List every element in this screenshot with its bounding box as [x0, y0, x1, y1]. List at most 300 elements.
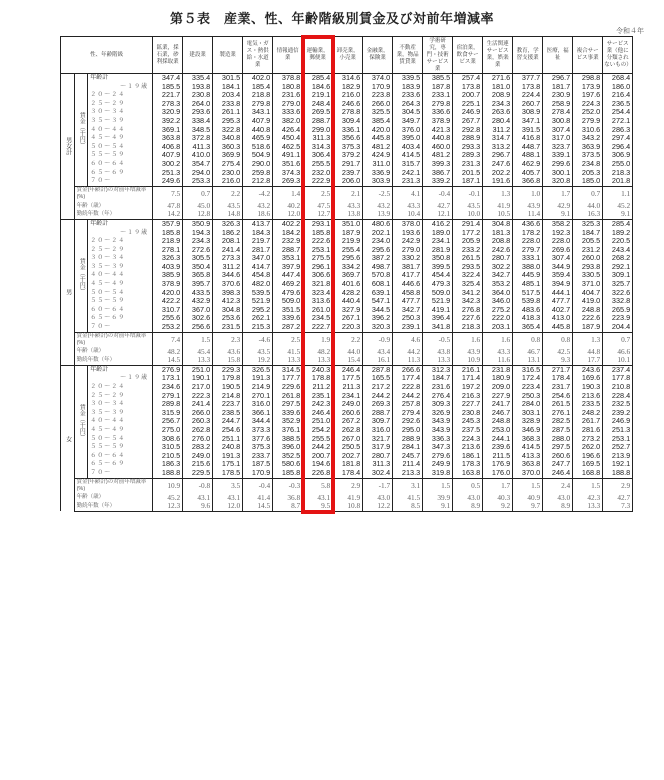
wage-cell: 346.9	[513, 426, 543, 435]
wage-cell: 288.7	[303, 117, 333, 126]
wage-cell: 547.1	[363, 297, 393, 306]
wage-cell: 354.7	[183, 160, 213, 169]
wage-cell: 228.0	[543, 237, 573, 246]
wage-cell: 273.2	[573, 435, 603, 444]
wage-cell: 264.0	[183, 100, 213, 109]
age-group-label: ３０～３４	[90, 255, 126, 262]
wage-cell: 229.6	[273, 383, 303, 392]
wage-cell: 297.4	[603, 134, 633, 143]
wage-cell: 306.4	[303, 151, 333, 160]
wage-cell: 266.0	[183, 409, 213, 418]
wage-cell: 302.6	[183, 314, 213, 323]
wage-cell: 414.5	[393, 151, 423, 160]
wage-cell: 366.8	[513, 177, 543, 186]
table-row	[61, 323, 633, 332]
wage-cell: 336.1	[333, 126, 363, 135]
wage-cell: 227.6	[453, 314, 483, 323]
wage-cell: 297.5	[273, 400, 303, 409]
wage-cell: 187.5	[243, 460, 273, 469]
wage-cell: 373.3	[243, 426, 273, 435]
wage-cell: 219.9	[333, 237, 363, 246]
avg-tenure-label: 勤続年数（年）	[74, 210, 153, 219]
change-rate-cell: 1.4	[273, 186, 303, 202]
wage-cell: 300.1	[543, 169, 573, 178]
wage-cell: 350.8	[423, 254, 453, 263]
wage-cell: 402.7	[543, 306, 573, 315]
wage-cell: 181.0	[483, 83, 513, 92]
wage-cell: 539.8	[513, 297, 543, 306]
wage-cell: 211.3	[333, 383, 363, 392]
wage-cell: 170.9	[243, 469, 273, 478]
wage-cell: 369.1	[153, 126, 183, 135]
wage-cell: 278.3	[153, 100, 183, 109]
wage-cell: 239.1	[393, 323, 423, 332]
avg-tenure-cell: 9.1	[603, 210, 633, 219]
wage-cell: 360.3	[213, 143, 243, 152]
avg-tenure-cell: 11.4	[513, 210, 543, 219]
wage-cell: 517.5	[513, 289, 543, 298]
wage-cell: 270.1	[243, 392, 273, 401]
wage-cell: 303.1	[513, 409, 543, 418]
wage-cell: 342.3	[453, 297, 483, 306]
wage-cell: 339.5	[393, 74, 423, 83]
wage-cell: 454.8	[243, 271, 273, 280]
wage-cell: 192.3	[543, 229, 573, 238]
wage-cell: 518.6	[243, 143, 273, 152]
age-group-label: ５５～５９	[90, 444, 126, 451]
wage-cell: 234.6	[153, 383, 183, 392]
wage-cell: 385.9	[153, 271, 183, 280]
wage-cell: 271.7	[543, 365, 573, 374]
wage-cell: 311.3	[363, 460, 393, 469]
wage-cell: 440.4	[333, 297, 363, 306]
wage-cell: 182.9	[333, 83, 363, 92]
wage-cell: 243.4	[603, 246, 633, 255]
wage-cell: 448.7	[513, 143, 543, 152]
wage-cell: 359.4	[543, 271, 573, 280]
wage-cell: 278.1	[153, 246, 183, 255]
wage-cell: 177.5	[333, 374, 363, 383]
wage-cell: 315.9	[153, 409, 183, 418]
wage-cell: 414.7	[243, 263, 273, 272]
age-group-label: ４０～４４	[90, 418, 126, 425]
avg-age-label: 年齢（歳）	[74, 348, 153, 357]
wage-cell: 254.4	[603, 108, 633, 117]
wage-cell: 249.6	[153, 177, 183, 186]
wage-cell: 358.2	[543, 219, 573, 228]
wage-cell: 447.4	[273, 271, 303, 280]
wage-cell: 211.5	[483, 452, 513, 461]
industry-header-0: 鉱業，採石業，砂利採取業	[153, 37, 183, 74]
wage-cell: 233.2	[453, 246, 483, 255]
wage-cell: 215.6	[183, 460, 213, 469]
avg-age-cell: 46.6	[603, 348, 633, 357]
wage-cell: 280.4	[483, 117, 513, 126]
avg-age-cell: 43.5	[243, 348, 273, 357]
age-group-label: ２０～２４	[90, 238, 126, 245]
wage-cell: 178.3	[453, 460, 483, 469]
age-group-label: ５５～５９	[90, 152, 126, 159]
wage-cell: 253.1	[303, 246, 333, 255]
wage-cell: 372.8	[183, 134, 213, 143]
wage-cell: 313.2	[483, 143, 513, 152]
wage-cell: 335.4	[183, 74, 213, 83]
wage-cell: 325.4	[453, 280, 483, 289]
avg-tenure-cell: 7.3	[603, 502, 633, 511]
industry-header-4: 情報通信業	[273, 37, 303, 74]
avg-tenure-cell: 12.3	[153, 502, 183, 511]
wage-cell: 177.2	[453, 229, 483, 238]
wage-cell: 189.0	[423, 229, 453, 238]
wage-cell: 316.5	[513, 365, 543, 374]
wage-cell: 343.2	[573, 134, 603, 143]
wage-cell: 231.6	[423, 383, 453, 392]
avg-tenure-cell: 9.7	[513, 502, 543, 511]
wage-cell: 261.1	[213, 108, 243, 117]
table-row	[61, 177, 633, 186]
wage-cell: 311.0	[363, 160, 393, 169]
wage-cell: 539.5	[243, 289, 273, 298]
change-rate-cell: 2.4	[543, 478, 573, 494]
wage-cell: 327.9	[333, 306, 363, 315]
wage-cell: 330.5	[573, 271, 603, 280]
wage-cell: 291.7	[333, 160, 363, 169]
wage-cell: 185.8	[303, 229, 333, 238]
wage-cell: 352.9	[273, 417, 303, 426]
wage-cell: 255.0	[603, 160, 633, 169]
avg-age-cell: 43.9	[513, 202, 543, 211]
wage-cell: 234.0	[363, 237, 393, 246]
avg-tenure-cell: 15.8	[213, 356, 243, 365]
wage-cell: 378.9	[153, 280, 183, 289]
wage-cell: 245.3	[453, 417, 483, 426]
wage-cell: 168.8	[573, 469, 603, 478]
wage-cell: 170.9	[363, 83, 393, 92]
wage-cell: 238.5	[213, 409, 243, 418]
wage-cell: 395.7	[183, 280, 213, 289]
wage-cell: 254.6	[213, 426, 243, 435]
avg-tenure-cell: 13.3	[423, 356, 453, 365]
wage-cell: 205.5	[573, 237, 603, 246]
age-group-label: ～１９歳	[120, 83, 149, 90]
age-group-label: ～１９歳	[120, 229, 149, 236]
change-rate-cell: 4.6	[393, 332, 423, 348]
wage-cell: 414.5	[513, 443, 543, 452]
avg-tenure-cell: 15.4	[333, 356, 363, 365]
wage-cell: 211.4	[393, 460, 423, 469]
industry-header-6: 卸売業，小売業	[333, 37, 363, 74]
change-rate-cell: 2.9	[333, 478, 363, 494]
avg-age-cell: 43.9	[453, 348, 483, 357]
industry-header-1: 建設業	[183, 37, 213, 74]
avg-tenure-cell: 10.4	[393, 210, 423, 219]
wage-cell: 281.7	[243, 246, 273, 255]
avg-tenure-label: 勤続年数（年）	[74, 502, 153, 511]
wage-cell: 275.0	[153, 426, 183, 435]
wage-cell: 386.7	[423, 169, 453, 178]
wage-cell: 279.6	[423, 452, 453, 461]
wage-cell: 261.7	[573, 417, 603, 426]
wage-cell: 351.6	[273, 160, 303, 169]
wage-cell: 275.4	[213, 160, 243, 169]
wage-cell: 481.2	[363, 143, 393, 152]
wage-cell: 410.0	[183, 151, 213, 160]
change-rate-cell: 0.7	[183, 186, 213, 202]
wage-cell: 234.8	[573, 160, 603, 169]
wage-cell: 296.7	[483, 151, 513, 160]
wage-cell: 234.1	[333, 392, 363, 401]
industry-header-13: 医療，福祉	[543, 37, 573, 74]
wage-cell: 276.9	[153, 365, 183, 374]
wage-cell: 357.9	[153, 219, 183, 228]
wage-cell: 180.9	[483, 374, 513, 383]
wage-cell: 194.3	[183, 229, 213, 238]
wage-cell: 376.0	[393, 126, 423, 135]
wage-cell: 209.0	[483, 383, 513, 392]
wage-cell: 184.7	[423, 374, 453, 383]
avg-age-cell: 43.0	[453, 494, 483, 503]
wage-cell: 350.4	[183, 263, 213, 272]
avg-tenure-cell: 8.7	[273, 502, 303, 511]
wage-cell: 365.4	[513, 323, 543, 332]
avg-tenure-cell: 13.3	[303, 356, 333, 365]
wage-cell: 509.0	[423, 289, 453, 298]
wage-cell: 244.7	[213, 417, 243, 426]
wage-cell: 275.5	[303, 254, 333, 263]
wage-cell: 399.3	[423, 160, 453, 169]
wage-cell: 273.3	[213, 254, 243, 263]
wage-cell: 282.5	[543, 417, 573, 426]
wage-cell: 288.7	[273, 246, 303, 255]
avg-tenure-cell: 8.9	[453, 502, 483, 511]
avg-age-cell: 45.4	[183, 348, 213, 357]
wage-cell: 376.1	[273, 426, 303, 435]
wage-cell: 216.0	[213, 177, 243, 186]
wage-cell: 261.0	[303, 306, 333, 315]
wage-cell: 479.6	[273, 289, 303, 298]
wage-cell: 279.8	[423, 100, 453, 109]
wage-cell: 177.8	[603, 374, 633, 383]
wage-cell: 266.6	[393, 365, 423, 374]
wage-cell: 293.1	[303, 219, 333, 228]
wage-cell: 262.0	[573, 443, 603, 452]
wage-cell: 286.3	[603, 126, 633, 135]
avg-age-cell: 41.9	[333, 494, 363, 503]
wage-cell: 403.9	[153, 263, 183, 272]
wage-cell: 279.7	[513, 246, 543, 255]
avg-tenure-cell: 14.2	[153, 210, 183, 219]
wage-cell: 231.2	[573, 246, 603, 255]
wage-cell: 253.3	[183, 177, 213, 186]
wage-cell: 385.5	[423, 74, 453, 83]
wage-cell: 178.4	[333, 469, 363, 478]
avg-age-cell: 43.3	[393, 202, 423, 211]
wage-cell: 179.8	[213, 374, 243, 383]
wage-cell: 266.0	[363, 100, 393, 109]
wage-cell: 231.6	[273, 91, 303, 100]
wage-cell: 424.9	[363, 151, 393, 160]
wage-cell: 308.9	[513, 108, 543, 117]
avg-age-cell: 43.4	[363, 348, 393, 357]
wage-cell: 210.8	[603, 383, 633, 392]
wage-cell: 363.9	[573, 143, 603, 152]
wage-cell: 269.5	[303, 108, 333, 117]
wage-cell: 309.1	[603, 271, 633, 280]
wage-cell: 396.0	[273, 443, 303, 452]
wage-cell: 278.8	[333, 108, 363, 117]
wage-cell: 311.3	[303, 134, 333, 143]
wage-cell: 248.4	[303, 100, 333, 109]
wage-cell: 246.9	[603, 417, 633, 426]
avg-tenure-cell: 9.3	[543, 356, 573, 365]
wage-cell: 187.9	[573, 323, 603, 332]
wage-cell: 279.0	[393, 246, 423, 255]
change-rate-cell: 1.6	[453, 332, 483, 348]
wage-cell: 233.1	[423, 91, 453, 100]
wage-cell: 344.9	[543, 263, 573, 272]
avg-age-cell: 43.3	[333, 202, 363, 211]
wage-cell: 275.2	[483, 306, 513, 315]
wage-cell: 173.8	[513, 83, 543, 92]
change-rate-cell: 1.1	[603, 186, 633, 202]
avg-age-cell: 42.7	[603, 494, 633, 503]
industry-header-14: 複合サービス事業	[573, 37, 603, 74]
wage-cell: 326.9	[423, 409, 453, 418]
wage-cell: 339.6	[273, 314, 303, 323]
age-group-label: ６５～６９	[90, 461, 126, 468]
wage-cell: 219.1	[303, 91, 333, 100]
avg-tenure-cell: 13.3	[573, 502, 603, 511]
wage-cell: 418.3	[513, 314, 543, 323]
avg-tenure-cell: 18.6	[243, 210, 273, 219]
wage-cell: 367.0	[183, 306, 213, 315]
change-rate-cell: 5.8	[303, 478, 333, 494]
wage-cell: 256.7	[153, 417, 183, 426]
wage-cell: 304.8	[213, 306, 243, 315]
wage-cell: 191.3	[243, 374, 273, 383]
avg-age-cell: 47.8	[153, 202, 183, 211]
wage-cell: 253.1	[603, 435, 633, 444]
wage-cell: 333.6	[273, 108, 303, 117]
wage-cell: 399.5	[423, 263, 453, 272]
wage-cell: 254.2	[303, 426, 333, 435]
wage-cell: 251.3	[603, 426, 633, 435]
change-rate-cell: -0.8	[183, 478, 213, 494]
wage-cell: 419.0	[573, 297, 603, 306]
wage-cell: 184.1	[213, 83, 243, 92]
wage-cell: 227.9	[483, 392, 513, 401]
wage-cell: 227.7	[453, 400, 483, 409]
wage-cell: 301.5	[213, 74, 243, 83]
wage-cell: 231.3	[453, 160, 483, 169]
change-rate-cell: 7.4	[153, 332, 183, 348]
wage-cell: 190.1	[183, 374, 213, 383]
wage-cell: 411.3	[183, 143, 213, 152]
wage-cell: 311.2	[213, 263, 243, 272]
change-rate-cell: -0.5	[423, 332, 453, 348]
wage-cell: 349.7	[393, 117, 423, 126]
wage-cell: 292.1	[603, 263, 633, 272]
wage-cell: 481.2	[423, 151, 453, 160]
avg-age-cell: 44.0	[573, 202, 603, 211]
wage-cell: 491.1	[273, 151, 303, 160]
wage-cell: 186.0	[603, 83, 633, 92]
avg-age-cell: 43.3	[483, 348, 513, 357]
avg-tenure-cell: 12.1	[423, 210, 453, 219]
avg-age-cell: 45.2	[603, 202, 633, 211]
avg-tenure-cell: 11.6	[483, 356, 513, 365]
table-header-row	[61, 37, 633, 74]
wage-cell: 242.1	[393, 169, 423, 178]
wage-cell: 321.8	[303, 280, 333, 289]
avg-tenure-cell: 14.5	[153, 356, 183, 365]
wage-cell: 344.5	[363, 306, 393, 315]
change-rate-cell: 3.5	[213, 478, 243, 494]
industry-header-10: 宿泊業，飲食サービス業	[453, 37, 483, 74]
wage-cell: 169.6	[573, 374, 603, 383]
avg-age-cell: 43.6	[213, 348, 243, 357]
wage-cell: 228.4	[603, 392, 633, 401]
wage-cell: 262.8	[333, 426, 363, 435]
wage-cell: 250.5	[333, 443, 363, 452]
wage-cell: 269.6	[543, 246, 573, 255]
age-group-label: ６５～６９	[90, 315, 126, 322]
wage-cell: 255.4	[333, 246, 363, 255]
wage-cell: 295.6	[333, 254, 363, 263]
wage-cell: 249.9	[423, 460, 453, 469]
wage-cell: 422.2	[153, 297, 183, 306]
wage-cell: 260.6	[333, 409, 363, 418]
wage-cell: 197.2	[453, 383, 483, 392]
change-rate-cell: 2.3	[213, 332, 243, 348]
wage-cell: 482.0	[243, 280, 273, 289]
avg-tenure-cell: 16.3	[573, 210, 603, 219]
age-group-label: ３０～３４	[90, 401, 126, 408]
wage-cell: 401.6	[333, 280, 363, 289]
wage-cell: 172.4	[513, 374, 543, 383]
wage-cell: 366.1	[243, 409, 273, 418]
wage-cell: 185.8	[153, 229, 183, 238]
wage-cell: 188.8	[153, 469, 183, 478]
industry-header-12: 教育，学習支援業	[513, 37, 543, 74]
wage-cell: 428.2	[333, 289, 363, 298]
wage-cell: 236.5	[603, 100, 633, 109]
wage-cell: 250.3	[513, 392, 543, 401]
wage-cell: 181.3	[483, 229, 513, 238]
wage-cell: 413.0	[543, 314, 573, 323]
wage-cell: 187.8	[423, 83, 453, 92]
wage-cell: 244.1	[483, 435, 513, 444]
wage-cell: 242.3	[303, 400, 333, 409]
age-group-label: 年齢計	[88, 365, 153, 374]
wage-cell: 246.4	[543, 469, 573, 478]
wage-cell: 276.1	[543, 409, 573, 418]
avg-age-cell: 43.1	[303, 494, 333, 503]
wage-cell: 377.7	[513, 74, 543, 83]
wage-cell: 184.2	[273, 229, 303, 238]
wage-unit-label: 賃金（千円）	[74, 365, 88, 478]
wage-cell: 211.2	[303, 383, 333, 392]
wage-cell: 310.6	[573, 126, 603, 135]
wage-cell: 374.0	[363, 74, 393, 83]
wage-cell: 284.0	[513, 400, 543, 409]
avg-tenure-cell: 9.5	[303, 502, 333, 511]
wage-cell: 233.6	[393, 91, 423, 100]
wage-cell: 208.8	[483, 237, 513, 246]
wage-cell: 264.3	[393, 100, 423, 109]
change-rate-cell: 4.1	[393, 186, 423, 202]
wage-cell: 191.6	[483, 177, 513, 186]
